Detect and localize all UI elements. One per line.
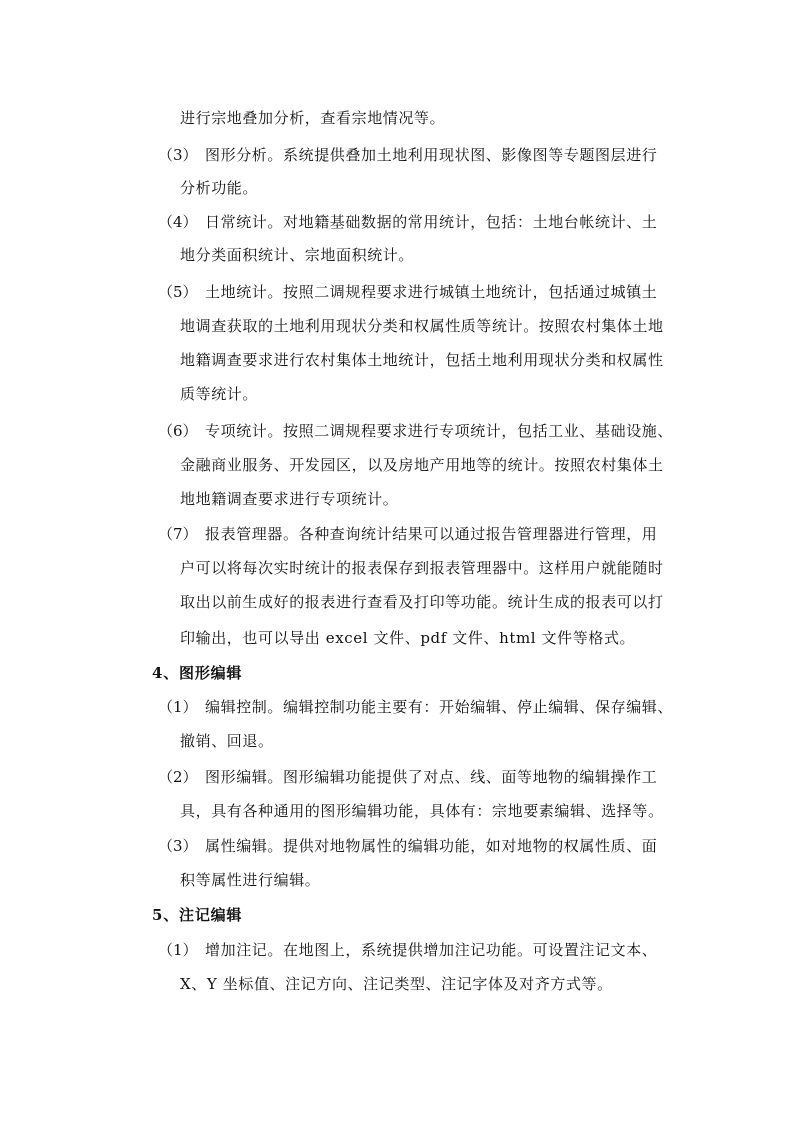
paragraph-line: 属性编辑。提供对地物属性的编辑功能，如对地物的权属性质、面 (205, 837, 658, 855)
paragraph-line: 撤销、回退。 (180, 732, 274, 750)
paragraph-line: 具，具有各种通用的图形编辑功能，具体有：宗地要素编辑、选择等。 (180, 802, 664, 820)
paragraph-line: 金融商业服务、开发园区，以及房地产用地等的统计。按照农村集体土 (180, 456, 664, 474)
paragraph-line: 地籍调查要求进行农村集体土地统计，包括土地利用现状分类和权属性 (180, 351, 664, 369)
item-number: （4） (158, 213, 198, 231)
paragraph-line: 日常统计。对地籍基础数据的常用统计，包括：土地台帐统计、土 (205, 213, 658, 231)
section-heading: 4、图形编辑 (152, 664, 243, 682)
item-number: （3） (158, 146, 198, 164)
item-number: （3） (158, 837, 198, 855)
paragraph-line: 土地统计。按照二调规程要求进行城镇土地统计，包括通过城镇土 (205, 283, 658, 301)
item-number: （7） (158, 525, 198, 543)
paragraph-line: 地分类面积统计、宗地面积统计。 (180, 246, 415, 264)
item-number: （1） (158, 941, 198, 959)
item-number: （1） (158, 698, 198, 716)
paragraph-line: 印输出，也可以导出 excel 文件、pdf 文件、html 文件等格式。 (180, 629, 636, 647)
paragraph-line: 增加注记。在地图上，系统提供增加注记功能。可设置注记文本、 (205, 941, 658, 959)
section-heading: 5、注记编辑 (152, 906, 243, 924)
paragraph-line: X、Y 坐标值、注记方向、注记类型、注记字体及对齐方式等。 (180, 975, 613, 993)
item-number: （5） (158, 283, 198, 301)
paragraph-line: 地地籍调查要求进行专项统计。 (180, 490, 399, 508)
paragraph-line: 取出以前生成好的报表进行查看及打印等功能。统计生成的报表可以打 (180, 593, 664, 611)
paragraph-line: 进行宗地叠加分析，查看宗地情况等。 (180, 109, 446, 127)
paragraph-line: 户可以将每次实时统计的报表保存到报表管理器中。这样用户就能随时 (180, 559, 664, 577)
item-number: （6） (158, 422, 198, 440)
paragraph-line: 图形分析。系统提供叠加土地利用现状图、影像图等专题图层进行 (205, 146, 658, 164)
paragraph-line: 积等属性进行编辑。 (180, 871, 321, 889)
paragraph-line: 编辑控制。编辑控制功能主要有：开始编辑、停止编辑、保存编辑、 (205, 698, 674, 716)
paragraph-line: 质等统计。 (180, 385, 259, 403)
paragraph-line: 地调查获取的土地利用现状分类和权属性质等统计。按照农村集体土地 (180, 317, 664, 335)
paragraph-line: 图形编辑。图形编辑功能提供了对点、线、面等地物的编辑操作工 (205, 768, 658, 786)
paragraph-line: 报表管理器。各种查询统计结果可以通过报告管理器进行管理，用 (205, 525, 658, 543)
paragraph-line: 专项统计。按照二调规程要求进行专项统计，包括工业、基础设施、 (205, 422, 674, 440)
item-number: （2） (158, 768, 198, 786)
paragraph-line: 分析功能。 (180, 179, 259, 197)
